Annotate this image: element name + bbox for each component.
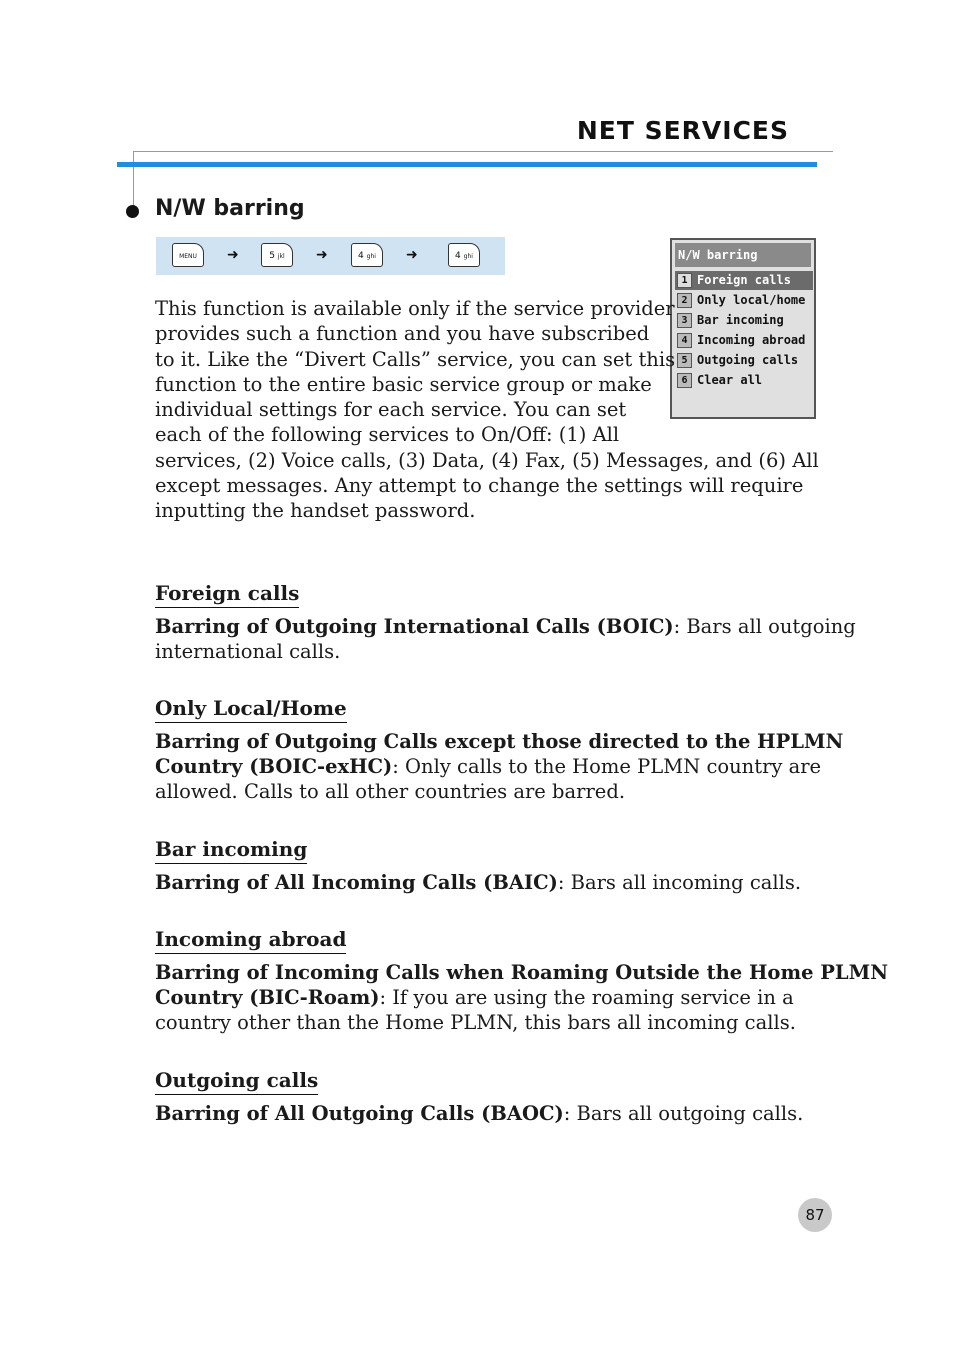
subsection-incoming-abroad [155, 927, 889, 1035]
subsection-text: Barring of Outgoing International Calls (BOIC): Bars all outgoing international calls. [155, 615, 856, 663]
phone-menu-item: 2 Only local/home [675, 291, 813, 310]
intro-line: except messages. Any attempt to change the settings will require [155, 474, 804, 498]
key-5-icon: 5 jkl [261, 243, 293, 267]
chapter-title: NET SERVICES [576, 116, 789, 145]
subsection-foreign-calls [155, 581, 856, 664]
subsection-text: Barring of All Outgoing Calls (BAOC): Bars all outgoing calls. [155, 1102, 804, 1125]
subsection-bar-incoming [155, 837, 815, 895]
subsection-text: Barring of All Incoming Calls (BAIC): Bars all incoming calls. [155, 871, 802, 894]
phone-menu-item: 1 Foreign calls [675, 271, 813, 290]
subsection-text: Barring of Incoming Calls when Roaming Outside the Home PLMN Country (BIC-Roam): If you are using the roaming service in a country other than the Home PLMN, this bars all incoming calls. [155, 961, 889, 1034]
intro-paragraph [155, 296, 819, 524]
header-rule-vertical [133, 151, 134, 207]
arrow-right-icon: ➜ [227, 247, 239, 263]
intro-line: each of the following services to On/Off: (1) All [155, 423, 620, 447]
arrow-right-icon: ➜ [316, 247, 328, 263]
phone-menu-item: 6 Clear all [675, 371, 813, 390]
subsection-title: Outgoing calls [155, 1068, 318, 1095]
subsection-title: Only Local/Home [155, 696, 347, 723]
phone-menu-item: 4 Incoming abroad [675, 331, 813, 350]
arrow-right-icon: ➜ [406, 247, 418, 263]
intro-line: inputting the handset password. [155, 499, 476, 523]
phone-menu-item: 3 Bar incoming [675, 311, 813, 330]
phone-menu-item: 5 Outgoing calls [675, 351, 813, 370]
subsection-title: Incoming abroad [155, 927, 346, 954]
phone-screen-header: N/W barring [675, 243, 811, 267]
menu-key-icon: MENU [172, 243, 204, 267]
intro-line: This function is available only if the service provider [155, 297, 675, 320]
section-bullet [126, 205, 139, 218]
subsection-title: Bar incoming [155, 837, 307, 864]
intro-line: individual settings for each service. You can set [155, 398, 627, 422]
key-4-icon: 4 ghi [351, 243, 383, 267]
intro-line: to it. Like the “Divert Calls” service, you can set this [155, 347, 676, 371]
intro-line: services, (2) Voice calls, (3) Data, (4) Fax, (5) Messages, and (6) All [155, 448, 819, 472]
subsection-outgoing-calls [155, 1068, 815, 1126]
key-sequence-bar [156, 237, 505, 275]
header-accent-bar [117, 162, 817, 167]
header-rule [133, 151, 833, 152]
key-4-icon: 4 ghi [448, 243, 480, 267]
section-title: N/W barring [155, 196, 305, 221]
subsection-text: Barring of Outgoing Calls except those directed to the HPLMN Country (BOIC-exHC): Only calls to the Home PLMN country are allowed. Calls to all other countries are barred. [155, 730, 844, 803]
intro-line: provides such a function and you have subscribed [155, 322, 650, 346]
subsection-title: Foreign calls [155, 581, 299, 608]
intro-line: function to the entire basic service group or make [155, 372, 652, 396]
subsection-only-local-home [155, 696, 844, 804]
page-number: 87 [798, 1198, 832, 1232]
